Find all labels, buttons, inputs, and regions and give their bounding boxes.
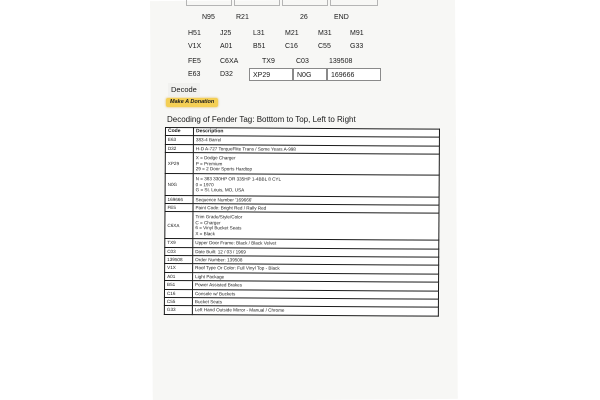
fender-tag-cell[interactable] [234, 0, 280, 6]
code-cell: 169666 [165, 195, 193, 204]
description-line: Trim Grade/Style/Color [195, 214, 243, 220]
fender-tag-cell[interactable]: M31 [318, 30, 332, 37]
description-line: N = 383 330HP OR 335HP 1-4BBL 8 CYL [195, 176, 282, 183]
description-line: C = Charger [195, 220, 221, 226]
description-line: 29 = 2 Door Sports Hardtop [195, 166, 253, 172]
fender-tag-cell[interactable]: C6XA [220, 58, 239, 65]
fender-tag-cell[interactable]: D32 [220, 71, 233, 78]
description-line: Bucket Seats [194, 299, 223, 305]
description-line: Paint Code: Bright Red / Rally Red [195, 205, 267, 211]
description-line: Left Hand Outside Mirror - Manual / Chrome [194, 307, 285, 314]
description-line: P = Premium [195, 160, 223, 166]
fender-tag-cell[interactable]: XP29 [249, 68, 293, 81]
fender-tag-cell[interactable]: E63 [188, 71, 201, 78]
code-cell: E63 [165, 136, 193, 145]
fender-tag-cell[interactable]: C55 [318, 43, 331, 50]
code-cell: N0G [165, 174, 193, 195]
fender-tag-cell[interactable]: R21 [236, 14, 249, 21]
code-cell: A01 [165, 272, 193, 281]
description-cell [193, 212, 439, 240]
fender-tag-cell[interactable]: FE5 [188, 58, 201, 65]
description-line: X = Dodge Charger [195, 155, 236, 161]
code-cell: XP29 [165, 153, 193, 174]
fender-tag-cell[interactable]: A01 [220, 43, 233, 50]
code-cell: C03 [165, 247, 193, 256]
description-line: Light Package [195, 273, 225, 280]
fender-tag-cell[interactable] [282, 0, 328, 6]
fender-tag-cell[interactable]: M21 [285, 30, 299, 37]
table-row [165, 153, 439, 176]
fender-tag-row [0, 27, 600, 41]
make-donation-button[interactable]: Make A Donation [166, 98, 218, 107]
description-line: Upper Door Frame: Black / Black Velvet [195, 240, 277, 246]
fender-tag-cell[interactable] [330, 0, 378, 6]
fender-tag-cell[interactable]: G33 [350, 43, 364, 50]
code-cell: B51 [165, 281, 193, 290]
column-header-code: Code [165, 128, 193, 137]
code-cell: TX9 [165, 239, 193, 248]
decoding-heading: Decoding of Fender Tag: Botttom to Top, Left to Right [167, 115, 356, 124]
description-line: H-D A-727 TorqueFlite Trans / Some Years A-998 [195, 146, 296, 152]
fender-tag-cell[interactable]: B51 [253, 43, 266, 50]
description-line: Order Number: 139508 [195, 257, 243, 263]
fender-tag-row [0, 40, 600, 54]
description-line: G = St. Louis, MO, USA [195, 187, 245, 193]
fender-tag-cell[interactable]: H51 [188, 30, 201, 37]
code-cell: C16 [164, 289, 192, 298]
fender-tag-cell[interactable]: TX9 [262, 58, 275, 65]
fender-tag-cell[interactable]: C16 [285, 43, 298, 50]
description-line: X = Black [195, 230, 215, 236]
code-cell: C6XA [165, 212, 193, 239]
code-cell: FE5 [165, 204, 193, 213]
table-row [164, 306, 438, 316]
fender-tag-cell[interactable]: 139508 [329, 58, 353, 65]
code-cell: D32 [165, 144, 193, 153]
fender-tag-cell[interactable]: C03 [296, 58, 309, 65]
decoding-table [164, 127, 440, 316]
code-cell: G33 [164, 306, 192, 315]
code-cell: C55 [164, 297, 192, 306]
fender-tag-cell[interactable]: J25 [220, 30, 232, 37]
fender-tag-cell[interactable] [186, 0, 232, 6]
code-cell: 139508 [165, 255, 193, 264]
code-cell: V1X [165, 264, 193, 273]
fender-tag-row [0, 68, 600, 82]
description-line: Date Built: 12 / 03 / 1969 [195, 248, 246, 254]
decode-button[interactable]: Decode [168, 83, 200, 96]
description-cell [193, 174, 439, 197]
description-line: 6 = Vinyl Bucket Seats [195, 225, 242, 231]
description-line: Roof Type Or Color: Full Vinyl Top - Black [195, 265, 280, 272]
fender-tag-cell[interactable]: END [334, 14, 349, 21]
description-line: Console w/ Buckets [194, 290, 236, 296]
fender-tag-cell[interactable] [267, 11, 297, 24]
fender-tag-cell[interactable]: V1X [188, 43, 202, 50]
fender-tag-row [0, 55, 600, 69]
fender-tag-cell[interactable]: M91 [350, 30, 364, 37]
description-line: Sequence Number '169666' [195, 196, 253, 203]
table-row [165, 174, 439, 197]
table-row [165, 212, 439, 240]
fender-tag-cell[interactable]: 169666 [327, 68, 381, 81]
fender-tag-row [0, 11, 600, 25]
fender-tag-cell[interactable]: N95 [202, 14, 215, 21]
description-line: 0 = 1970 [195, 182, 214, 188]
column-header-description: Description [193, 128, 439, 138]
description-line: Power Assisted Brakes [195, 282, 243, 288]
fender-tag-cell[interactable]: 26 [300, 14, 308, 21]
description-cell [192, 306, 438, 316]
description-cell [193, 153, 439, 176]
description-line: 383-4 Barrel [195, 137, 222, 143]
fender-tag-cell[interactable]: L31 [253, 30, 265, 37]
fender-tag-cell[interactable]: N0G [293, 68, 327, 81]
